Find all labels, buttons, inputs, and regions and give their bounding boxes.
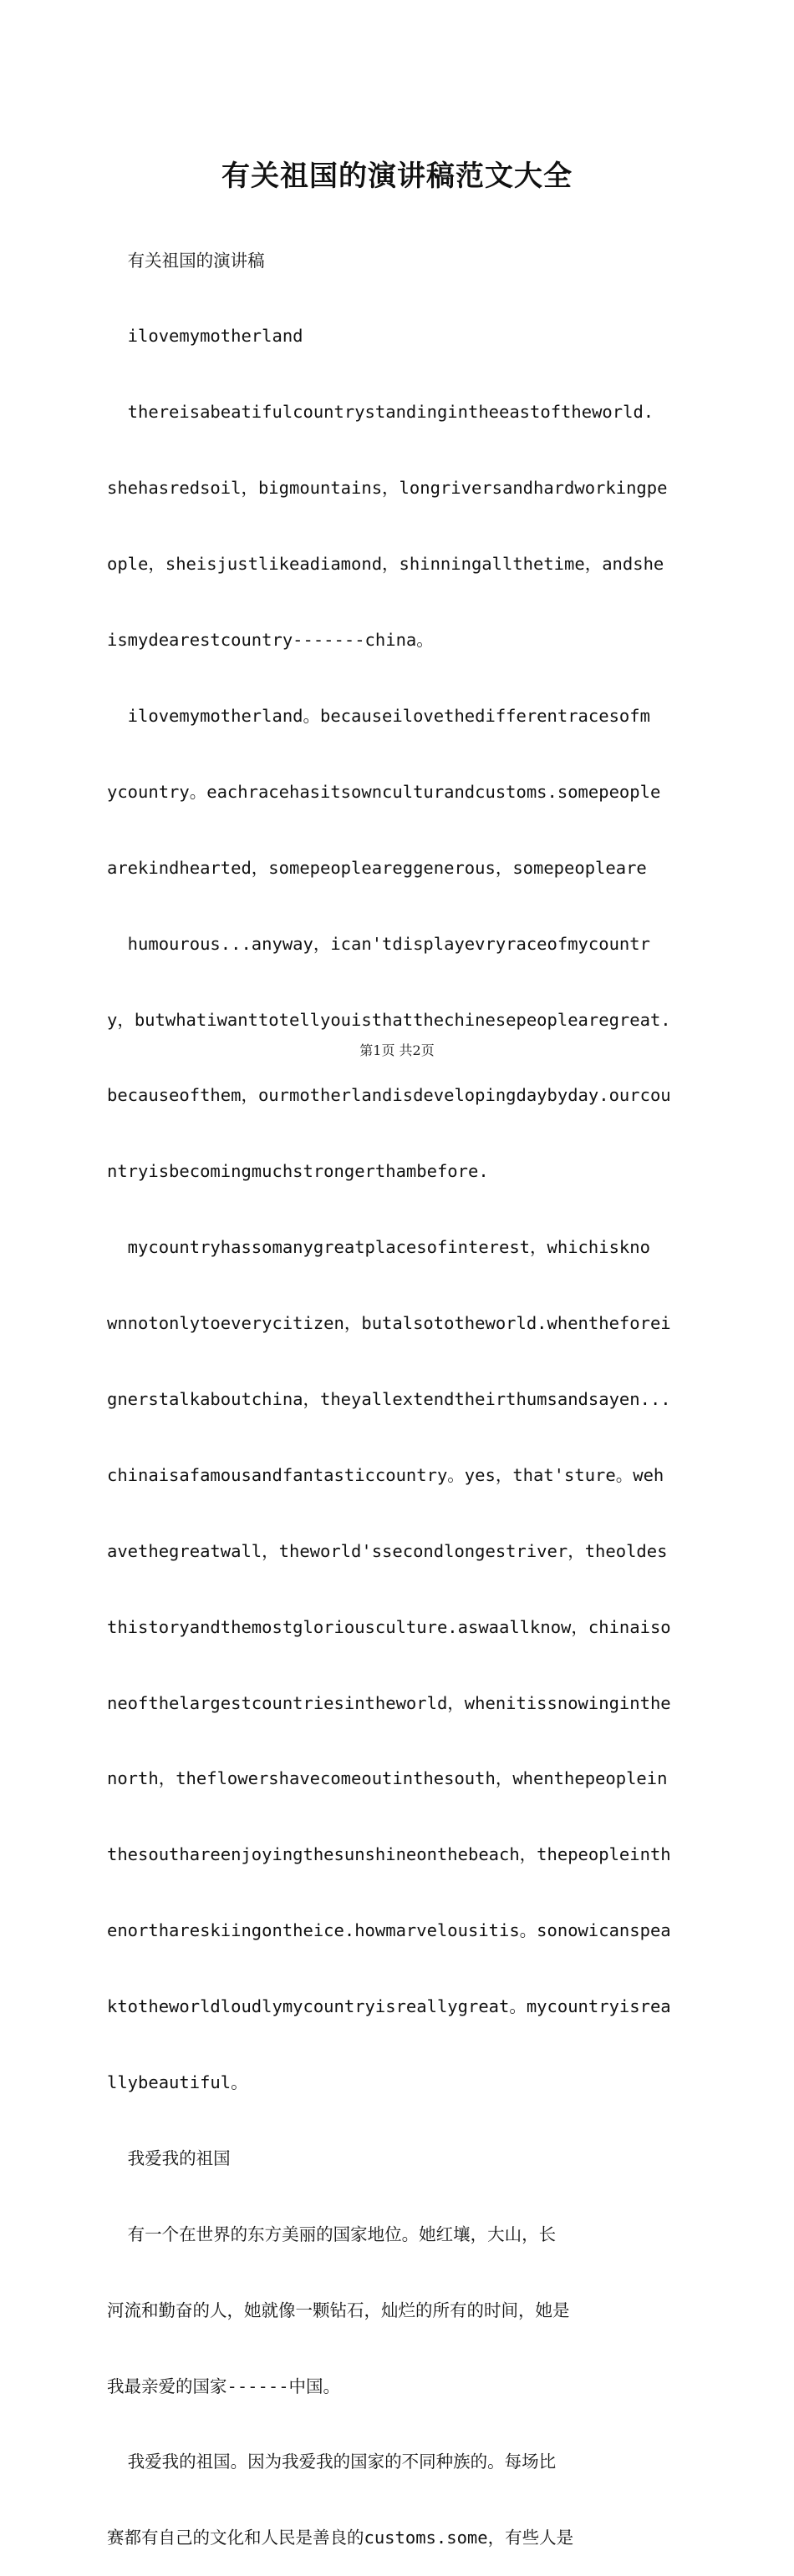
text-line: 有关祖国的演讲稿	[107, 250, 265, 271]
text-line: neofthelargestcountriesintheworld，whenitissnowinginthe	[107, 1692, 671, 1713]
text-line: mycountryhassomanygreatplacesofinterest，whichiskno	[107, 1237, 650, 1258]
page-title: 有关祖国的演讲稿范文大全	[221, 160, 573, 193]
text-line: arekindhearted，somepeopleareggenerous，somepeopleare	[107, 857, 647, 878]
text-line: wnnotonlytoeverycitizen，butalsototheworld.whentheforei	[107, 1313, 671, 1334]
text-line: ople，sheisjustlikeadiamond，shinningallthetime，andshe	[107, 554, 664, 575]
text-line: enorthareskiingontheice.howmarvelousitis。sonowicanspea	[107, 1920, 671, 1941]
text-line: y，butwhatiwanttotellyouisthatthechinesepeoplearegreat.	[107, 1009, 671, 1030]
text-line: ntryisbecomingmuchstrongerthambefore.	[107, 1161, 489, 1182]
text-line: thesouthareenjoyingthesunshineonthebeach，thepeopleinth	[107, 1844, 671, 1865]
text-line: thereisabeatifulcountrystandingintheeastoftheworld.	[107, 402, 654, 423]
text-line: 我爱我的祖国	[107, 2148, 231, 2168]
text-line: 我最亲爱的国家------中国。	[107, 2376, 341, 2396]
text-line: shehasredsoil，bigmountains，longriversandhardworkingpe	[107, 478, 668, 499]
text-line: chinaisafamousandfantasticcountry。yes，that'sture。weh	[107, 1464, 664, 1485]
text-line: 赛都有自己的文化和人民是善良的customs.some，有些人是	[107, 2528, 574, 2548]
page-footer: 第1页 共2页	[359, 1042, 435, 1058]
text-line: 我爱我的祖国。因为我爱我的国家的不同种族的。每场比	[107, 2452, 557, 2472]
text-line: ktotheworldloudlymycountryisreallygreat。mycountryisrea	[107, 1996, 671, 2017]
text-line: ilovemymotherland	[107, 326, 303, 347]
text-line: ismydearestcountry-------china。	[107, 630, 434, 651]
text-line: llybeautiful。	[107, 2071, 248, 2092]
text-line: avethegreatwall，theworld'ssecondlongestriver，theoldes	[107, 1540, 668, 1561]
text-line: thistoryandthemostgloriousculture.aswaallknow，chinaiso	[107, 1616, 671, 1637]
text-line: ycountry。eachracehasitsownculturandcustoms.somepeople	[107, 781, 661, 802]
text-line: ilovemymotherland。becauseilovethedifferentracesofm	[107, 705, 650, 726]
text-line: gnerstalkaboutchina，theyallextendtheirthumsandsayen...	[107, 1388, 671, 1409]
text-line: humourous...anyway，ican'tdisplayevryraceofmycountr	[107, 933, 650, 954]
text-line: 河流和勤奋的人，她就像一颗钻石，灿烂的所有的时间，她是	[107, 2300, 570, 2320]
text-line: 有一个在世界的东方美丽的国家地位。她红壤，大山，长	[107, 2224, 557, 2244]
text-line: north，theflowershavecomeoutinthesouth，whenthepeoplein	[107, 1768, 668, 1789]
text-line: becauseofthem，ourmotherlandisdevelopingdaybyday.ourcou	[107, 1085, 671, 1106]
document-body	[107, 197, 696, 2576]
